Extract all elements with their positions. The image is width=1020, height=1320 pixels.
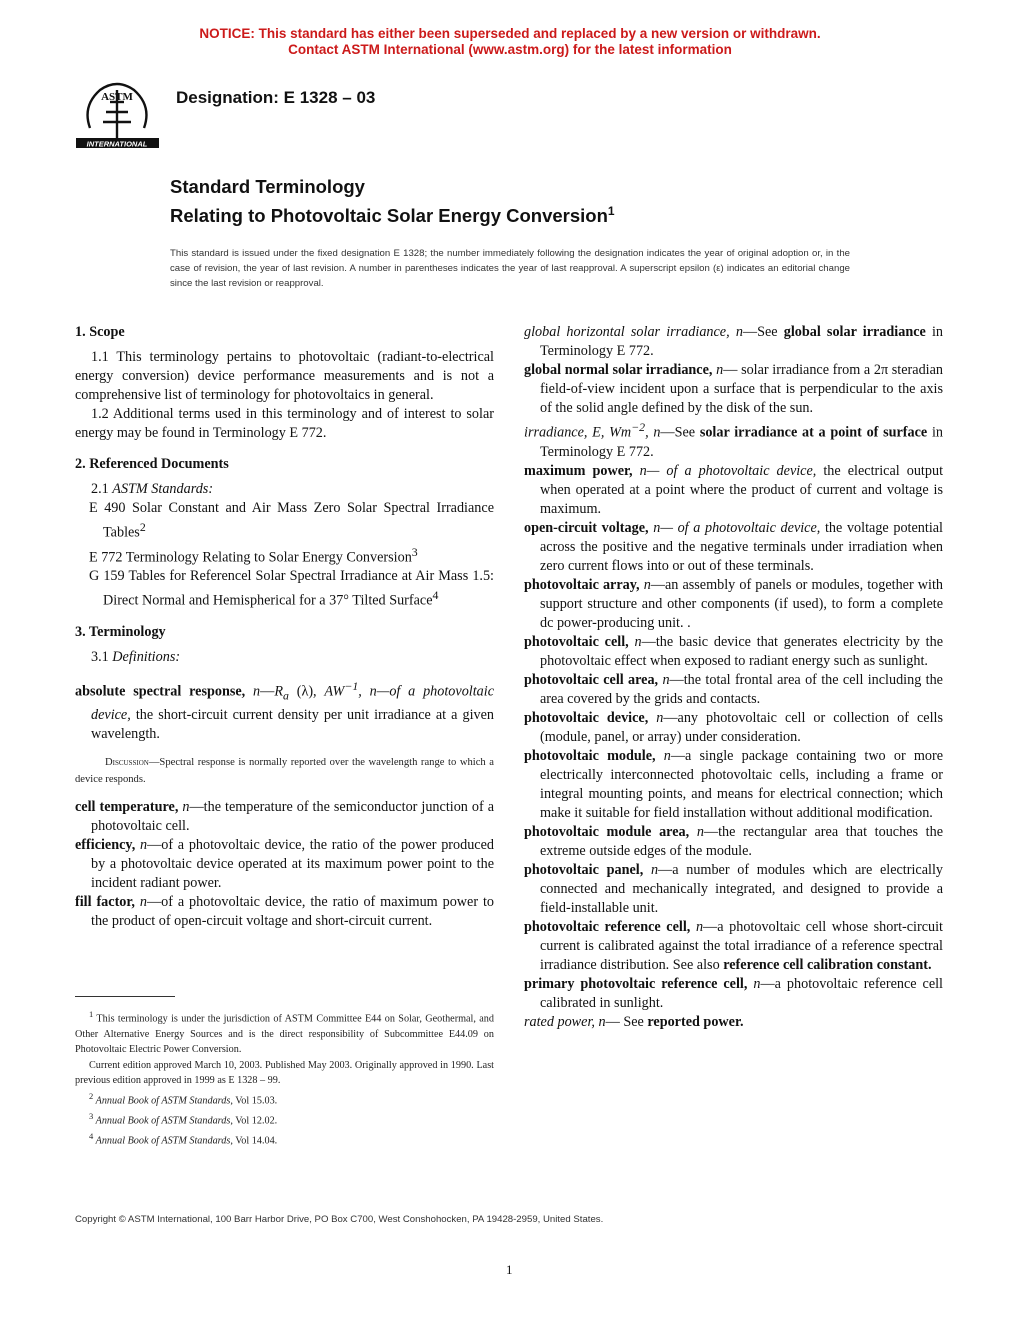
section-terminology-heading: 3. Terminology [75,624,166,641]
page-number: 1 [506,1262,513,1277]
def-photovoltaic-module: photovoltaic module, n—a single package containing two or more electrically interconnected photovoltaic cells, including a frame or integral mounting points, and means for electrical connection; which make it suitable for field installation without additional modification. [524,747,944,821]
def-rated-power: rated power, n— See reported power. [524,1013,744,1030]
scope-1-1: 1.1 This terminology pertains to photovoltaic (radiant-to-electrical energy conversion) device performance measurements and is not a comprehensive list of terminology for photovoltaics in general. [75,349,494,403]
page-title [170,175,615,228]
def-photovoltaic-cell: photovoltaic cell, n—the basic device that generates electricity by the photovoltaic effect when exposed to radiant energy such as sunlight. [524,633,944,669]
designation: Designation: E 1328 – 03 [176,88,376,107]
copyright: Copyright © ASTM International, 100 Barr Harbor Drive, PO Box C700, West Conshohocken, PA 19428-2959, United States. [75,1214,604,1225]
right-column [524,323,943,1032]
logo-caption: INTERNATIONAL [86,139,148,149]
refs-2-1: 2.1 ASTM Standards: [91,481,214,497]
title-line-1: Standard Terminology [170,176,365,197]
astm-logo [70,76,165,156]
def-absolute-spectral-response: absolute spectral response, $n—R_a$ (λ), $AW^{-1}$, n—of a photovoltaic device, the short-circuit current density per unit irradiance at a given wavelength. [75,679,495,742]
scope-1-2: 1.2 Additional terms used in this terminology and of interest to solar energy may be found in Terminology E 772. [75,406,494,441]
ref-e490: E 490 Solar Constant and Air Mass Zero Solar Spectral Irradiance Tables$^2$ [89,500,494,541]
def-irradiance: irradiance, E, $Wm^{-2}$, n—See solar irradiance at a point of surface in Terminology E 772. [524,420,943,460]
logo-letters: ASTM [101,91,133,103]
title-line-2: Relating to Photovoltaic Solar Energy Conversion$^1$ [170,204,615,227]
def-fill-factor: fill factor, n—of a photovoltaic device, the ratio of maximum power to the product of open-circuit voltage and short-circuit current. [75,893,495,929]
notice-line-2: Contact ASTM International (www.astm.org) for the latest information [288,42,732,57]
section-references-heading: 2. Referenced Documents [75,456,229,472]
def-global-normal-solar-irradiance: global normal solar irradiance, n— solar irradiance from a 2π steradian field-of-view incident upon a surface that is perpendicular to the axis of the solid angle defined by the disk of the sun. [524,362,943,416]
def-photovoltaic-reference-cell: photovoltaic reference cell, n—a photovoltaic cell whose short-circuit current is calibrated against the total irradiance of a reference spectral irradiance distribution. See also reference cell calibration constant. [524,918,943,973]
left-column [75,323,494,931]
ref-e772: E 772 Terminology Relating to Solar Energy Conversion$^3$ [89,544,418,566]
footnote-2: $^2$ Annual Book of ASTM Standards, Vol 15.03. [89,1090,278,1107]
section-scope-heading: 1. Scope [75,324,125,340]
ref-g159: G 159 Tables for Referencel Solar Spectral Irradiance at Air Mass 1.5: Direct Normal and Hemispherical for a 37° Tilted Surface$^4$ [89,568,494,610]
def-photovoltaic-panel: photovoltaic panel, n—a number of modules which are electrically connected and mechanically integrated, and designed to provide a field-installable unit. [524,861,943,916]
withdrawal-notice [0,26,1020,58]
def-primary-photovoltaic-reference-cell: primary photovoltaic reference cell, n—a photovoltaic reference cell calibrated in sunlight. [524,975,943,1011]
footnote-1b: Current edition approved March 10, 2003. Published May 2003. Originally approved in 1990. Last previous edition approved in 1999 as E 1328 – 99. [75,1059,494,1087]
footnotes [75,996,494,1149]
footnote-3: $^3$ Annual Book of ASTM Standards, Vol 12.02. [89,1110,278,1127]
footnote-1: $^1$ This terminology is under the jurisdiction of ASTM Committee E44 on Solar, Geothermal, and Other Alternative Energy Sources and is the direct responsibility of Subcommittee E44.09 on Photovoltaic Electric Power Conversion. [75,1009,494,1056]
def-photovoltaic-module-area: photovoltaic module area, n—the rectangular area that touches the extreme outside edges of the module. [524,823,943,859]
footnote-rule [75,996,175,997]
footnote-4: $^4$ Annual Book of ASTM Standards, Vol 14.04. [89,1130,278,1147]
def-open-circuit-voltage: open-circuit voltage, n— of a photovoltaic device, the voltage potential across the positive and the negative terminals under irradiation when zero current flows into or out of these terminals. [524,519,943,574]
def-photovoltaic-device: photovoltaic device, n—any photovoltaic cell or collection of cells (module, panel, or array) under consideration. [524,709,943,745]
term-3-1: 3.1 Definitions: [91,649,181,666]
def-photovoltaic-cell-area: photovoltaic cell area, n—the total frontal area of the cell including the area covered by the grids and contacts. [524,671,943,707]
def-maximum-power: maximum power, n— of a photovoltaic device, the electrical output when operated at a point where the product of current and voltage is maximum. [524,462,944,517]
def-efficiency: efficiency, n—of a photovoltaic device, the ratio of the power produced by a photovoltaic device operated at its maximum power point to the incident radiant power. [75,836,494,891]
preamble: This standard is issued under the fixed designation E 1328; the number immediately following the designation indicates the year of original adoption or, in the case of revision, the year of last revision. A number in parentheses indicates the year of last reapproval. A superscript epsilon (ε) indicates an editorial change since the last revision or reapproval. [170,248,850,289]
def-global-horizontal-solar-irradiance: global horizontal solar irradiance, n—See global solar irradiance in Terminology E 772. [524,324,943,359]
discussion-note: Discussion—Spectral response is normally reported over the wavelength range to which a device responds. [75,756,494,785]
title-footnote-mark: 1 [607,204,615,218]
def-cell-temperature: cell temperature, n—the temperature of the semiconductor junction of a photovoltaic cell. [75,798,494,834]
notice-line-1: NOTICE: This standard has either been superseded and replaced by a new version or withdrawn. [199,26,821,41]
def-photovoltaic-array: photovoltaic array, n—an assembly of panels or modules, together with support structure and other components (if used), to form a complete dc power-producing unit. . [524,576,943,631]
